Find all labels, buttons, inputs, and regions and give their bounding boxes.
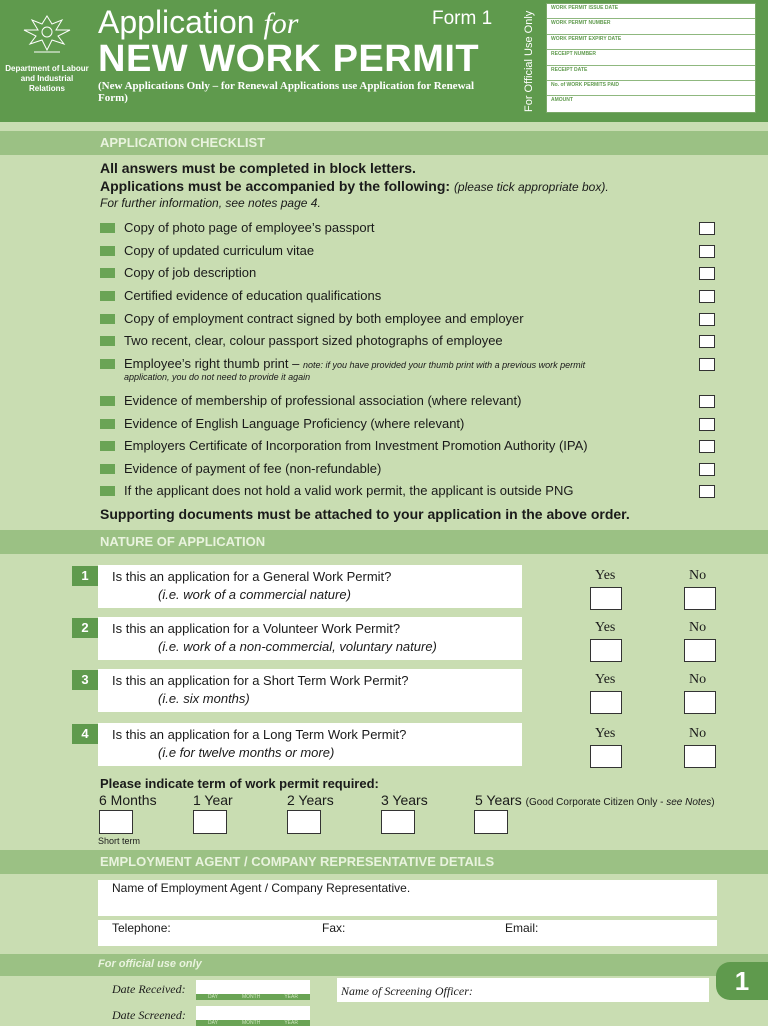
checkbox[interactable] [699, 485, 715, 498]
month-caption: MONTH [241, 994, 261, 1000]
bullet-marker [100, 441, 115, 451]
term-checkbox[interactable] [474, 810, 508, 834]
term-option-5-years [475, 792, 715, 808]
checkbox[interactable] [699, 395, 715, 408]
subtitle: (New Applications Only – for Renewal Applications use Application for Renewal Form) [98, 80, 475, 104]
question-box [98, 723, 522, 766]
bullet-marker [100, 291, 115, 301]
section-heading: EMPLOYMENT AGENT / COMPANY REPRESENTATIVE DETAILS [100, 854, 495, 869]
question-text: Is this an application for a Volunteer Work Permit? [112, 621, 401, 636]
date-screened-label: Date Screened: [112, 1008, 186, 1022]
yes-box[interactable] [590, 691, 622, 714]
checklist-item-label: Evidence of payment of fee (non-refundable) [124, 461, 382, 476]
term-5-note [526, 797, 715, 808]
official-field[interactable]: AMOUNT [551, 97, 573, 104]
term-checkbox[interactable] [381, 810, 415, 834]
title-application: Application [98, 4, 255, 40]
checkbox[interactable] [699, 267, 715, 280]
question-box [98, 617, 522, 660]
instruction-further-info: For further information, see notes page 4. [100, 196, 321, 210]
checkbox[interactable] [699, 313, 715, 326]
date-received-label: Date Received: [112, 982, 186, 996]
year-caption: YEAR [284, 994, 298, 1000]
section-heading: APPLICATION CHECKLIST [100, 135, 266, 150]
no-label: No [689, 726, 707, 741]
checkbox[interactable] [699, 222, 715, 235]
header [0, 0, 768, 122]
day-caption: DAY [208, 994, 218, 1000]
question-box [98, 565, 522, 608]
checklist-item [100, 220, 760, 240]
no-label: No [689, 568, 707, 583]
checkbox[interactable] [699, 290, 715, 303]
checkbox[interactable] [699, 463, 715, 476]
checklist-item [100, 461, 760, 481]
checkbox[interactable] [699, 245, 715, 258]
official-use-box [546, 3, 756, 113]
instruction-accompanied [100, 178, 609, 194]
term-5-note-text: (Good Corporate Citizen Only - [525, 797, 667, 808]
question-text: Is this an application for a Long Term Work Permit? [112, 727, 407, 742]
question-number: 2 [72, 618, 98, 638]
official-use-vertical-label: For Official Use Only [523, 10, 535, 112]
form-label: Form 1 [432, 8, 493, 29]
checklist-item [100, 356, 760, 386]
instruction-note: (please tick appropriate box). [453, 180, 609, 194]
bullet-marker [100, 396, 115, 406]
contact-field-row[interactable] [98, 920, 717, 946]
page-title: NEW WORK PERMIT [98, 38, 480, 80]
thumb-print-note-continued: application, you do not need to provide it again [124, 372, 311, 382]
question-box [98, 669, 522, 712]
year-caption: YEAR [284, 1020, 298, 1026]
no-label: No [689, 620, 707, 635]
section-bar-nature [0, 530, 768, 554]
bullet-marker [100, 419, 115, 429]
bullet-marker [100, 314, 115, 324]
thumb-print-note: note: if you have provided your thumb print with a previous work permit [302, 360, 586, 370]
official-field[interactable]: RECEIPT NUMBER [547, 50, 755, 65]
date-screened-field[interactable] [196, 1006, 310, 1026]
bullet-marker [100, 359, 115, 369]
question-text: Is this an application for a Short Term Work Permit? [112, 673, 409, 688]
instruction-block-letters: All answers must be completed in block letters. [100, 160, 416, 176]
yes-label: Yes [595, 568, 616, 583]
section-bar-employment [0, 850, 768, 874]
checkbox[interactable] [699, 418, 715, 431]
checklist-item-label: Certified evidence of education qualifications [124, 288, 382, 303]
fax-label: Fax: [322, 921, 346, 935]
bullet-marker [100, 486, 115, 496]
official-field[interactable]: WORK PERMIT ISSUE DATE [547, 4, 755, 19]
question-subtext: (i.e. work of a non-commercial, voluntary nature) [158, 639, 437, 654]
question-subtext: (i.e. work of a commercial nature) [158, 587, 351, 602]
yes-box[interactable] [590, 745, 622, 768]
bullet-marker [100, 268, 115, 278]
checklist-item-label: Copy of employment contract signed by both employee and employer [124, 311, 524, 326]
instruction-text: Applications must be accompanied by the following: [100, 178, 451, 194]
checklist-item-label: Copy of job description [124, 265, 257, 280]
checklist-item-label: Copy of photo page of employee’s passport [124, 220, 375, 235]
no-box[interactable] [684, 691, 716, 714]
yes-box[interactable] [590, 639, 622, 662]
no-box[interactable] [684, 745, 716, 768]
day-caption: DAY [208, 1020, 218, 1026]
official-field[interactable]: No. of WORK PERMITS PAID [547, 81, 755, 96]
department-name: Department of Labour and Industrial Relations [5, 64, 89, 93]
question-subtext: (i.e. six months) [158, 691, 250, 706]
checklist-item [100, 416, 760, 436]
term-5-note-end: ) [711, 797, 715, 808]
checklist-item [100, 243, 760, 263]
month-caption: MONTH [241, 1020, 261, 1026]
bird-of-paradise-emblem-icon [18, 10, 76, 58]
thumb-print-label: Employee’s right thumb print – [124, 356, 300, 371]
term-checkbox[interactable] [99, 810, 133, 834]
question-number: 4 [72, 724, 98, 744]
term-question: Please indicate term of work permit required: [100, 776, 379, 791]
checklist-item [100, 393, 760, 413]
date-parts [196, 1020, 310, 1026]
no-box[interactable] [684, 587, 716, 610]
checklist-item-label: Evidence of membership of professional association (where relevant) [124, 393, 522, 408]
term-option-label: 1 Year [193, 792, 233, 808]
checklist-item-label: Two recent, clear, colour passport sized photographs of employee [124, 333, 503, 348]
date-parts [196, 994, 310, 1000]
official-use-bar [0, 954, 768, 976]
title-line-1 [98, 4, 298, 41]
section-bar-checklist [0, 131, 768, 155]
yes-label: Yes [595, 726, 616, 741]
checklist-item-label: Evidence of English Language Proficiency (where relevant) [124, 416, 465, 431]
checklist-item [100, 265, 760, 285]
checkbox[interactable] [699, 440, 715, 453]
question-number: 1 [72, 566, 98, 586]
short-term-caption: Short term [98, 836, 141, 846]
term-5-note-see: see Notes [666, 797, 712, 808]
official-field[interactable]: WORK PERMIT NUMBER [547, 19, 755, 34]
checklist-item [100, 333, 760, 353]
yes-label: Yes [595, 672, 616, 687]
term-option-label: 6 Months [99, 792, 157, 808]
term-option-label: 3 Years [381, 792, 428, 808]
term-option-label: 5 Years [475, 792, 522, 808]
official-field[interactable]: WORK PERMIT EXPIRY DATE [547, 35, 755, 50]
bullet-marker [100, 336, 115, 346]
checklist-item [100, 483, 760, 503]
checklist-item-label: Employers Certificate of Incorporation from Investment Promotion Authority (IPA) [124, 438, 588, 453]
yes-label: Yes [595, 620, 616, 635]
term-checkbox[interactable] [287, 810, 321, 834]
page-number-badge: 1 [716, 962, 768, 1000]
checkbox[interactable] [699, 335, 715, 348]
yes-box[interactable] [590, 587, 622, 610]
checklist-item [100, 288, 760, 308]
checkbox[interactable] [699, 358, 715, 371]
question-number: 3 [72, 670, 98, 690]
checklist-item [100, 438, 760, 458]
bullet-marker [100, 223, 115, 233]
no-label: No [689, 672, 707, 687]
question-subtext: (i.e for twelve months or more) [158, 745, 335, 760]
telephone-label: Telephone: [112, 921, 171, 935]
question-text: Is this an application for a General Work Permit? [112, 569, 392, 584]
date-received-field[interactable] [196, 980, 310, 1000]
term-option-label: 2 Years [287, 792, 334, 808]
supporting-docs-note: Supporting documents must be attached to your application in the above order. [100, 506, 630, 522]
title-for: for [263, 7, 299, 40]
term-checkbox[interactable] [193, 810, 227, 834]
screening-officer-label: Name of Screening Officer: [341, 984, 473, 998]
checklist-item-label [124, 356, 585, 371]
screening-officer-field[interactable] [337, 978, 709, 1002]
official-field[interactable]: RECEIPT DATE [547, 66, 755, 81]
official-use-heading: For official use only [98, 958, 202, 970]
bullet-marker [100, 246, 115, 256]
section-heading: NATURE OF APPLICATION [100, 534, 266, 549]
checklist-item-label: If the applicant does not hold a valid work permit, the applicant is outside PNG [124, 483, 574, 498]
bullet-marker [100, 464, 115, 474]
email-label: Email: [505, 921, 539, 935]
no-box[interactable] [684, 639, 716, 662]
agent-name-label: Name of Employment Agent / Company Representative. [112, 881, 411, 895]
checklist-item [100, 311, 760, 331]
checklist-item-label: Copy of updated curriculum vitae [124, 243, 315, 258]
